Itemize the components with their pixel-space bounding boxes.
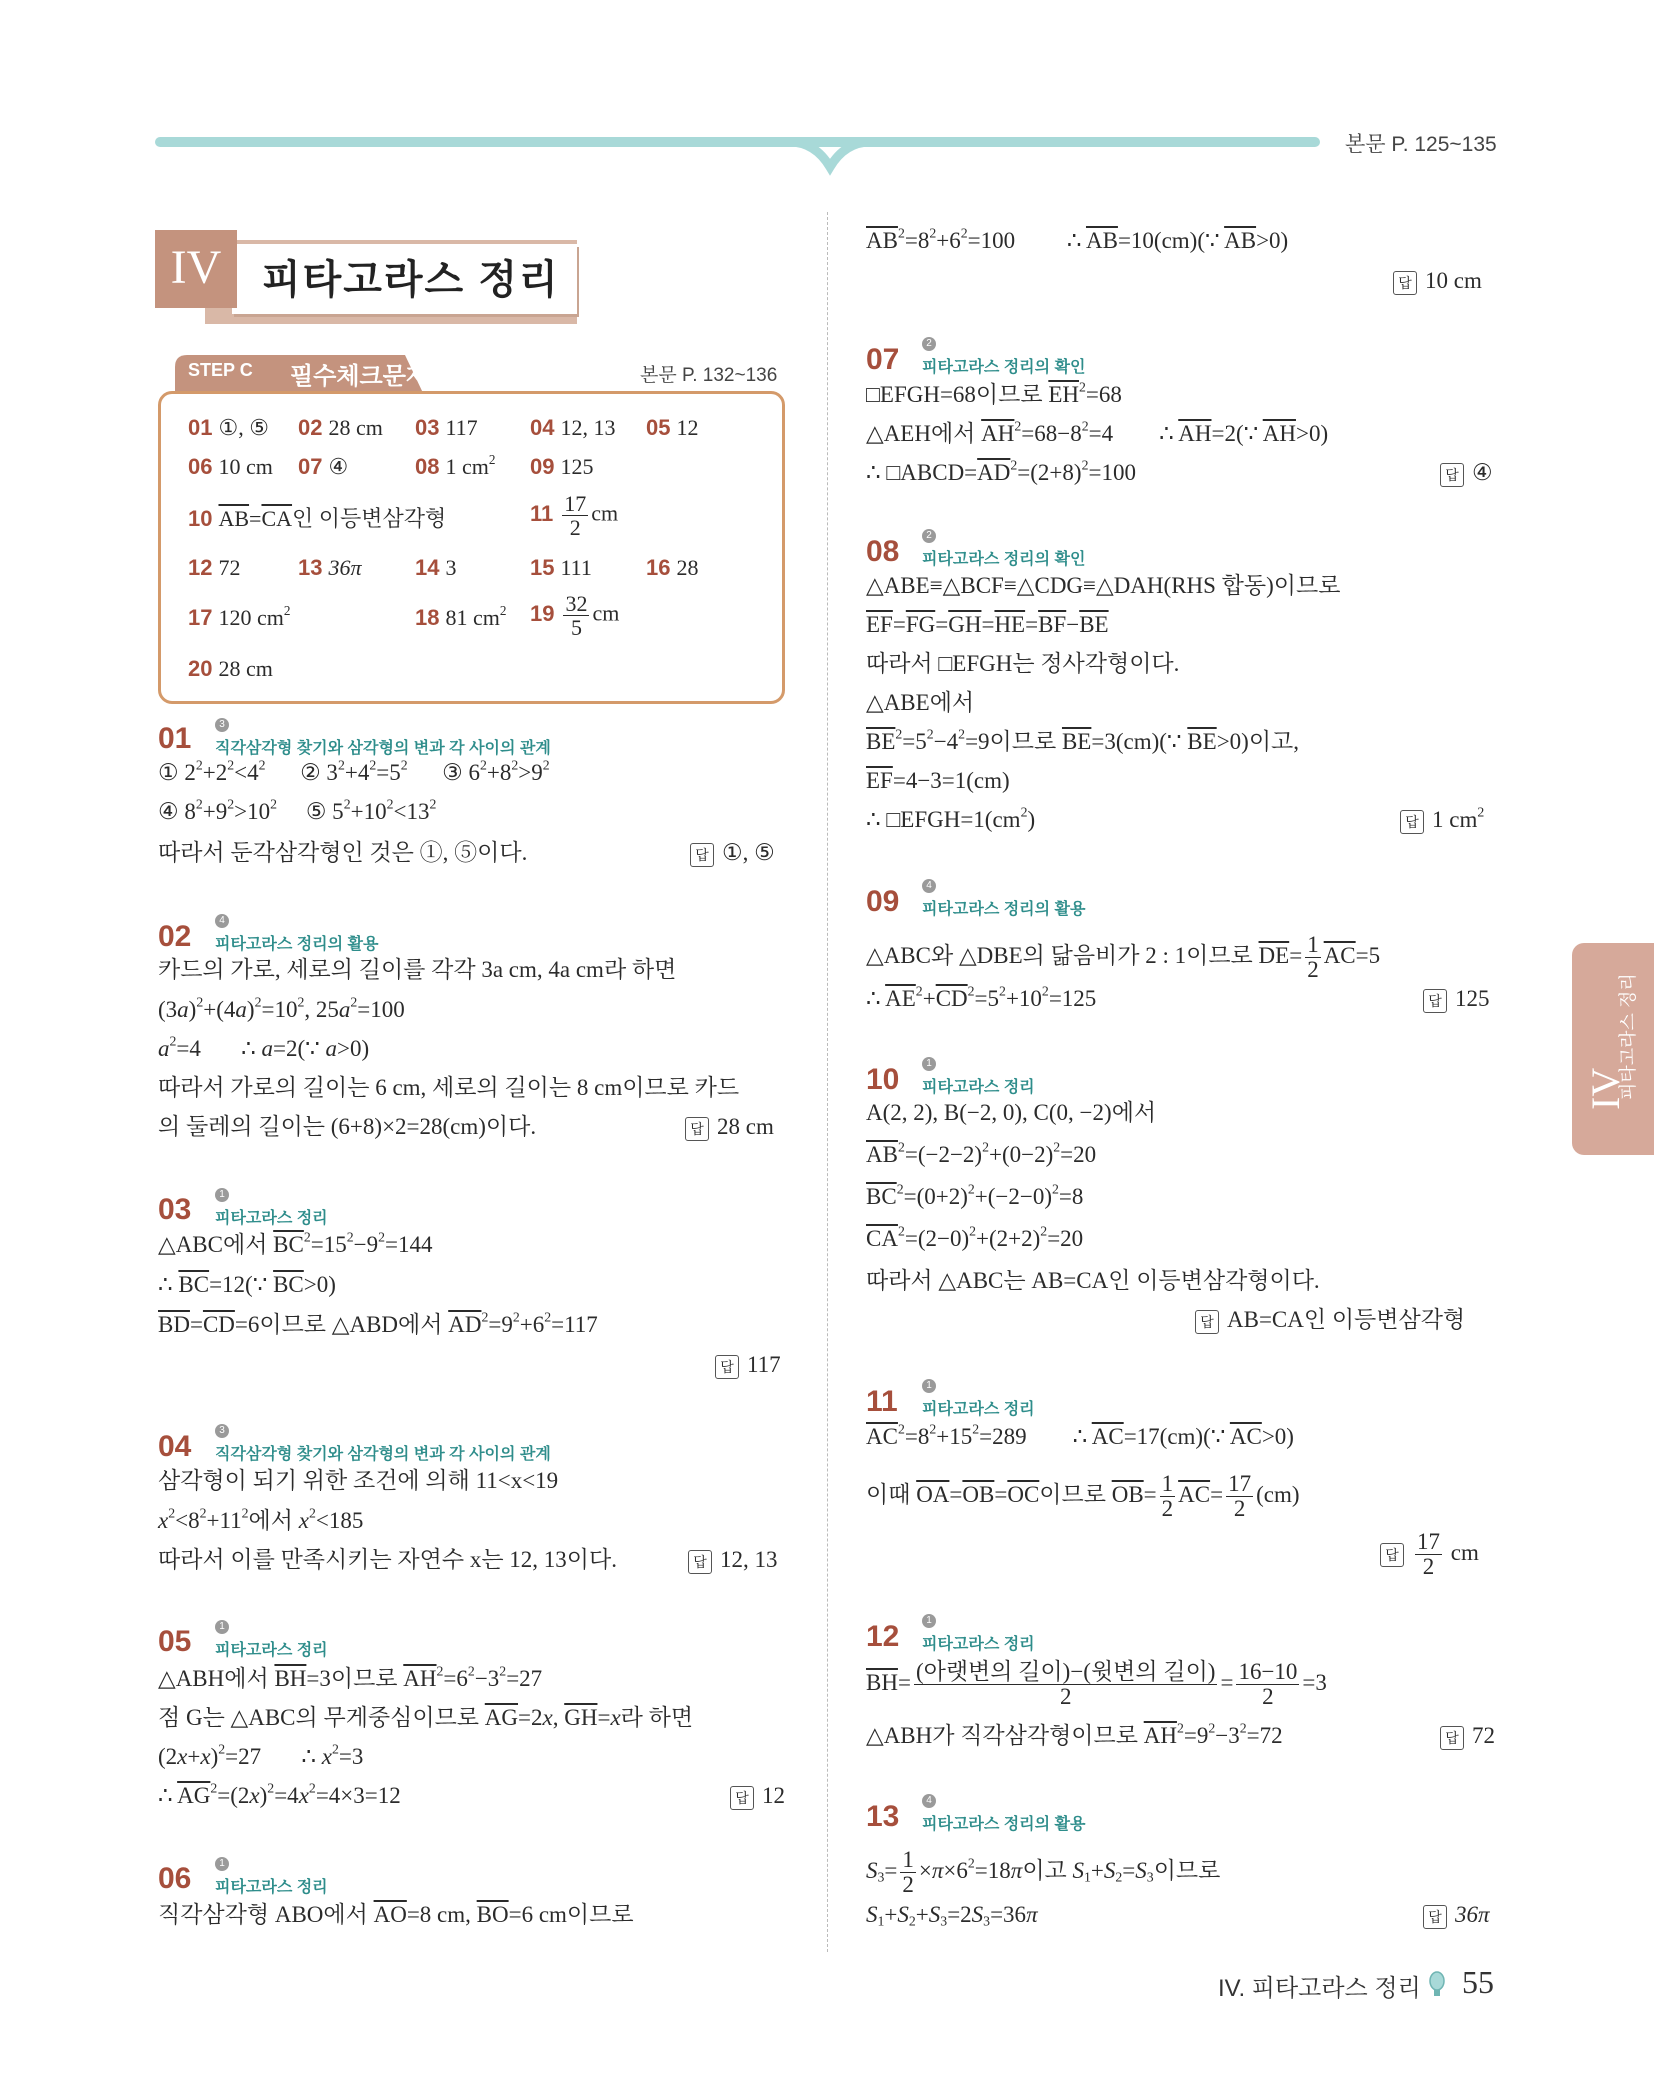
step-label: STEP C	[188, 360, 253, 380]
problem-10-line-3: $\overline{BC}^2=(0+2)^2+(-2-0)^2=8$	[866, 1181, 1084, 1209]
problem-09-level: 4	[922, 879, 936, 893]
header-notch-decoration	[790, 137, 870, 177]
problem-06-line-2: $\overline{AB}^2=8^2+6^2=100$ ∴ $\overline{AB}=10(cm)(\because$ $\overline{AB}>0$)	[866, 225, 1289, 253]
problem-02-line-4: 따라서 가로의 길이는 6 cm, 세로의 길이는 8 cm이므로 카드	[158, 1075, 740, 1100]
answer-06: 06 10 cm	[188, 454, 273, 479]
problem-01-answer: 답 ①, ⑤	[690, 838, 775, 868]
problem-02-number: 02	[158, 920, 192, 953]
problem-07-line-2: △AEH에서 $\overline{AH}^2=68-8^2=4$ ∴ $\overline{AH}=2(\because$ $\overline{AH}>0$)	[866, 418, 1329, 446]
problem-03-line-3: $\overline{BD}=\overline{CD}=6$이므로 △ABD에서 $\overline{AD}^2=9^2+6^2=117$	[158, 1309, 598, 1337]
problem-11-level: 1	[922, 1379, 936, 1393]
problem-11-line-2: 이때 $\overline{OA}=\overline{OB}=\overline{OC}$이므로 $\overline{OB}=$ $\frac{1}{2}$ $\overline{AC}=$ $\frac{17}{2}$ (cm)	[866, 1471, 1300, 1522]
problem-02-level: 4	[215, 914, 229, 928]
page-number: 55	[1462, 1964, 1494, 2000]
problem-11-line-1: $\overline{AC}^2=8^2+15^2=289$ ∴ $\overline{AC}=17(cm)(\because$ $\overline{AC}>0$)	[866, 1421, 1294, 1449]
problem-12-tag: 피타고라스 정리	[922, 1636, 1035, 1653]
problem-02-line-5: 의 둘레의 길이는 (6+8)×2=28(cm)이다.	[158, 1114, 537, 1139]
answer-08: 08 1 $cm^2$	[415, 452, 496, 479]
problem-05-line-4: ∴ $\overline{AG}^2=(2x)^2=4x^2=4\times 3=12$	[158, 1780, 401, 1808]
problem-13-answer: 답 36π	[1423, 1900, 1490, 1930]
problem-08-level: 2	[922, 529, 936, 543]
answer-17: 17 120 $cm^2$	[188, 603, 291, 630]
problem-03-tag: 피타고라스 정리	[215, 1210, 328, 1227]
problem-10-number: 10	[866, 1063, 900, 1096]
problem-03-line-1: △ABC에서 $\overline{BC}^2=15^2-9^2=144$	[158, 1229, 433, 1257]
problem-13-line-1: $S_3=$ $\frac{1}{2}$ $\times\pi\times 6^2=18\pi$이고 $S_1+S_2=S_3$이므로	[866, 1847, 1221, 1898]
problem-02-tag: 피타고라스 정리의 활용	[215, 936, 379, 953]
header-page-reference: 본문 P. 125~135	[1345, 133, 1497, 156]
problem-10-line-2: $\overline{AB}^2=(-2-2)^2+(0-2)^2=20$	[866, 1139, 1097, 1167]
problem-05-line-2: 점 G는 △ABC의 무게중심이므로 $\overline{AG}=2x$, $\overline{GH}=x$라 하면	[158, 1705, 694, 1730]
problem-07-line-1: □EFGH=68이므로 $\overline{EH}^2=68$	[866, 379, 1122, 407]
problem-03-number: 03	[158, 1193, 192, 1226]
problem-08-tag: 피타고라스 정리의 확인	[922, 551, 1086, 568]
problem-03-answer: 답 117	[715, 1350, 781, 1380]
problem-10-line-5: 따라서 △ABC는 AB=CA인 이등변삼각형이다.	[866, 1268, 1320, 1293]
answer-13: 13 36π	[298, 555, 362, 580]
step-page-reference: 본문 P. 132~136	[640, 365, 778, 386]
problem-06-tag: 피타고라스 정리	[215, 1879, 328, 1896]
answer-09: 09 125	[530, 454, 594, 479]
answer-18: 18 81 $cm^2$	[415, 603, 507, 630]
problem-09-line-1: △ABC와 △DBE의 닮음비가 2 : 1이므로 $\overline{DE}=$ $\frac{1}{2}$ $\overline{AC}=5$	[866, 932, 1381, 983]
answer-20: 20 28 cm	[188, 656, 273, 681]
problem-12-level: 1	[922, 1614, 936, 1628]
problem-12-line-2: △ABH가 직각삼각형이므로 $\overline{AH}^2=9^2-3^2=72$	[866, 1720, 1283, 1748]
step-name: 필수체크문제	[290, 363, 430, 390]
chapter-side-tab	[1572, 943, 1654, 1155]
problem-05-level: 1	[215, 1620, 229, 1634]
problem-12-number: 12	[866, 1620, 900, 1653]
problem-08-line-5: $\overline{BE}^2=5^2-4^2=9$이므로 $\overline{BE}=3(cm)(\because$ $\overline{BE}>0$)이고,	[866, 726, 1300, 754]
problem-02-line-2: $(3a)^2+(4a)^2=10^2$, $25a^2=100$	[158, 994, 405, 1022]
problem-07-answer: 답 ④	[1440, 458, 1493, 488]
problem-06-level: 1	[215, 1857, 229, 1871]
problem-02-line-1: 카드의 가로, 세로의 길이를 각각 3a cm, 4a cm라 하면	[158, 957, 677, 982]
problem-08-answer: 답 1 $cm^2$	[1400, 805, 1484, 835]
chapter-title: 피타고라스 정리	[262, 258, 560, 302]
problem-07-level: 2	[922, 337, 936, 351]
problem-01-conclusion: 따라서 둔각삼각형인 것은 ①, ⑤이다.	[158, 840, 528, 865]
problem-11-number: 11	[866, 1385, 898, 1418]
problem-04-number: 04	[158, 1430, 192, 1463]
problem-09-tag: 피타고라스 정리의 활용	[922, 901, 1086, 918]
problem-05-line-3: $(2x+x)^2=27$ ∴ $x^2=3$	[158, 1741, 364, 1769]
answer-19: 19 $\frac{32}{5}$ cm	[530, 591, 620, 641]
answer-02: 02 28 cm	[298, 415, 383, 440]
problem-11-tag: 피타고라스 정리	[922, 1401, 1035, 1418]
problem-04-answer: 답 12, 13	[688, 1545, 778, 1575]
answer-12: 12 72	[188, 555, 241, 580]
problem-10-answer: 답 AB=CA인 이등변삼각형	[1195, 1305, 1465, 1335]
problem-05-tag: 피타고라스 정리	[215, 1642, 328, 1659]
problem-06-answer: 답 10 cm	[1393, 266, 1482, 296]
problem-06-number: 06	[158, 1862, 192, 1895]
answer-03: 03 117	[415, 415, 478, 440]
problem-11-answer: 답 $\frac{17}{2}$ cm	[1380, 1530, 1479, 1579]
header-divider	[155, 137, 1320, 147]
problem-04-tag: 직각삼각형 찾기와 삼각형의 변과 각 사이의 관계	[215, 1446, 551, 1463]
problem-01-number: 01	[158, 722, 192, 755]
problem-13-line-2: $S_1+S_2+S_3=2S_3=36\pi$	[866, 1902, 1038, 1929]
chapter-number: IV	[155, 230, 237, 308]
side-tab-text: 피타고라스 정리	[1618, 973, 1638, 1100]
problem-12-answer: 답 72	[1440, 1721, 1495, 1751]
problem-04-line-1: 삼각형이 되기 위한 조건에 의해 11<x<19	[158, 1468, 559, 1493]
column-divider	[827, 212, 828, 1952]
answer-15: 15 111	[530, 555, 592, 580]
problem-04-line-3: 따라서 이를 만족시키는 자연수 x는 12, 13이다.	[158, 1547, 617, 1572]
problem-13-level: 4	[922, 1794, 936, 1808]
problem-09-number: 09	[866, 885, 900, 918]
problem-06-line-1: 직각삼각형 ABO에서 $\overline{AO}=8$ cm, $\overline{BO}=6$ cm이므로	[158, 1902, 634, 1927]
answer-16: 16 28	[646, 555, 699, 580]
problem-10-line-4: $\overline{CA}^2=(2-0)^2+(2+2)^2=20$	[866, 1223, 1084, 1251]
answer-10: 10 $\overline{AB}=\overline{CA}$인 이등변삼각형	[188, 506, 447, 531]
problem-03-level: 1	[215, 1188, 229, 1202]
answer-01: 01 ①, ⑤	[188, 415, 269, 440]
footer-chapter-title: IV. 피타고라스 정리	[1218, 1975, 1421, 2002]
problem-10-line-1: A(2, 2), B(−2, 0), C(0, −2)에서	[866, 1100, 1157, 1125]
answer-14: 14 3	[415, 555, 457, 580]
lightbulb-icon	[1428, 1970, 1446, 2000]
problem-05-number: 05	[158, 1625, 192, 1658]
problem-05-answer: 답 12	[730, 1781, 785, 1811]
problem-07-line-3: ∴ $□ABCD=\overline{AD}^2=(2+8)^2=100$	[866, 457, 1136, 485]
problem-08-line-2: $\overline{EF}=\overline{FG}=\overline{GH}=\overline{HE}=\overline{BF}-\overline{BE}$	[866, 612, 1109, 637]
problem-10-level: 1	[922, 1057, 936, 1071]
problem-08-line-3: 따라서 □EFGH는 정사각형이다.	[866, 651, 1180, 676]
problem-09-line-2: ∴ $\overline{AE}^2+\overline{CD}^2=5^2+10^2=125$	[866, 983, 1097, 1011]
problem-01-line-1: ① $2^2+2^2<4^2$ ② $3^2+4^2=5^2$ ③ $6^2+8^2>9^2$	[158, 757, 550, 785]
problem-01-line-2: ④ $8^2+9^2>10^2$ ⑤ $5^2+10^2<13^2$	[158, 796, 437, 824]
problem-04-level: 3	[215, 1424, 229, 1438]
problem-01-level: 3	[215, 718, 229, 732]
problem-13-tag: 피타고라스 정리의 활용	[922, 1816, 1086, 1833]
problem-03-line-2: ∴ $\overline{BC}=12(\because$ $\overline{BC}>0$)	[158, 1272, 336, 1297]
problem-04-line-2: $x^2<8^2+11^2$에서 $x^2<185$	[158, 1505, 364, 1533]
problem-13-number: 13	[866, 1800, 900, 1833]
problem-08-line-6: $\overline{EF}=4-3=1(cm)$	[866, 768, 1010, 793]
answer-11: 11 $\frac{17}{2}$ cm	[530, 491, 619, 541]
answer-05: 05 12	[646, 415, 699, 440]
problem-12-line-1: $\overline{BH}=$ $\frac{\text{(아랫변의 길이)−(윗변의 길이)}}{2}$ = $\frac{16-10}{2}$ =3	[866, 1659, 1327, 1710]
side-tab-roman: IV	[1583, 1067, 1628, 1110]
problem-08-line-4: △ABE에서	[866, 690, 975, 715]
problem-10-tag: 피타고라스 정리	[922, 1079, 1035, 1096]
problem-02-line-3: $a^2=4$ ∴ a=2(∵ a>0)	[158, 1033, 370, 1061]
problem-07-tag: 피타고라스 정리의 확인	[922, 359, 1086, 376]
problem-05-line-1: △ABH에서 $\overline{BH}=3$이므로 $\overline{AH}^2=6^2-3^2=27$	[158, 1663, 543, 1691]
answer-07: 07 ④	[298, 454, 349, 479]
problem-02-answer: 답 28 cm	[685, 1112, 774, 1142]
problem-08-line-1: △ABE≡△BCF≡△CDG≡△DAH(RHS 합동)이므로	[866, 573, 1341, 598]
problem-08-line-7: ∴ $□EFGH=1(cm^2)$	[866, 804, 1036, 832]
problem-07-number: 07	[866, 343, 900, 376]
problem-01-tag: 직각삼각형 찾기와 삼각형의 변과 각 사이의 관계	[215, 740, 551, 757]
problem-09-answer: 답 125	[1423, 984, 1490, 1014]
problem-08-number: 08	[866, 535, 900, 568]
answer-04: 04 12, 13	[530, 415, 616, 440]
